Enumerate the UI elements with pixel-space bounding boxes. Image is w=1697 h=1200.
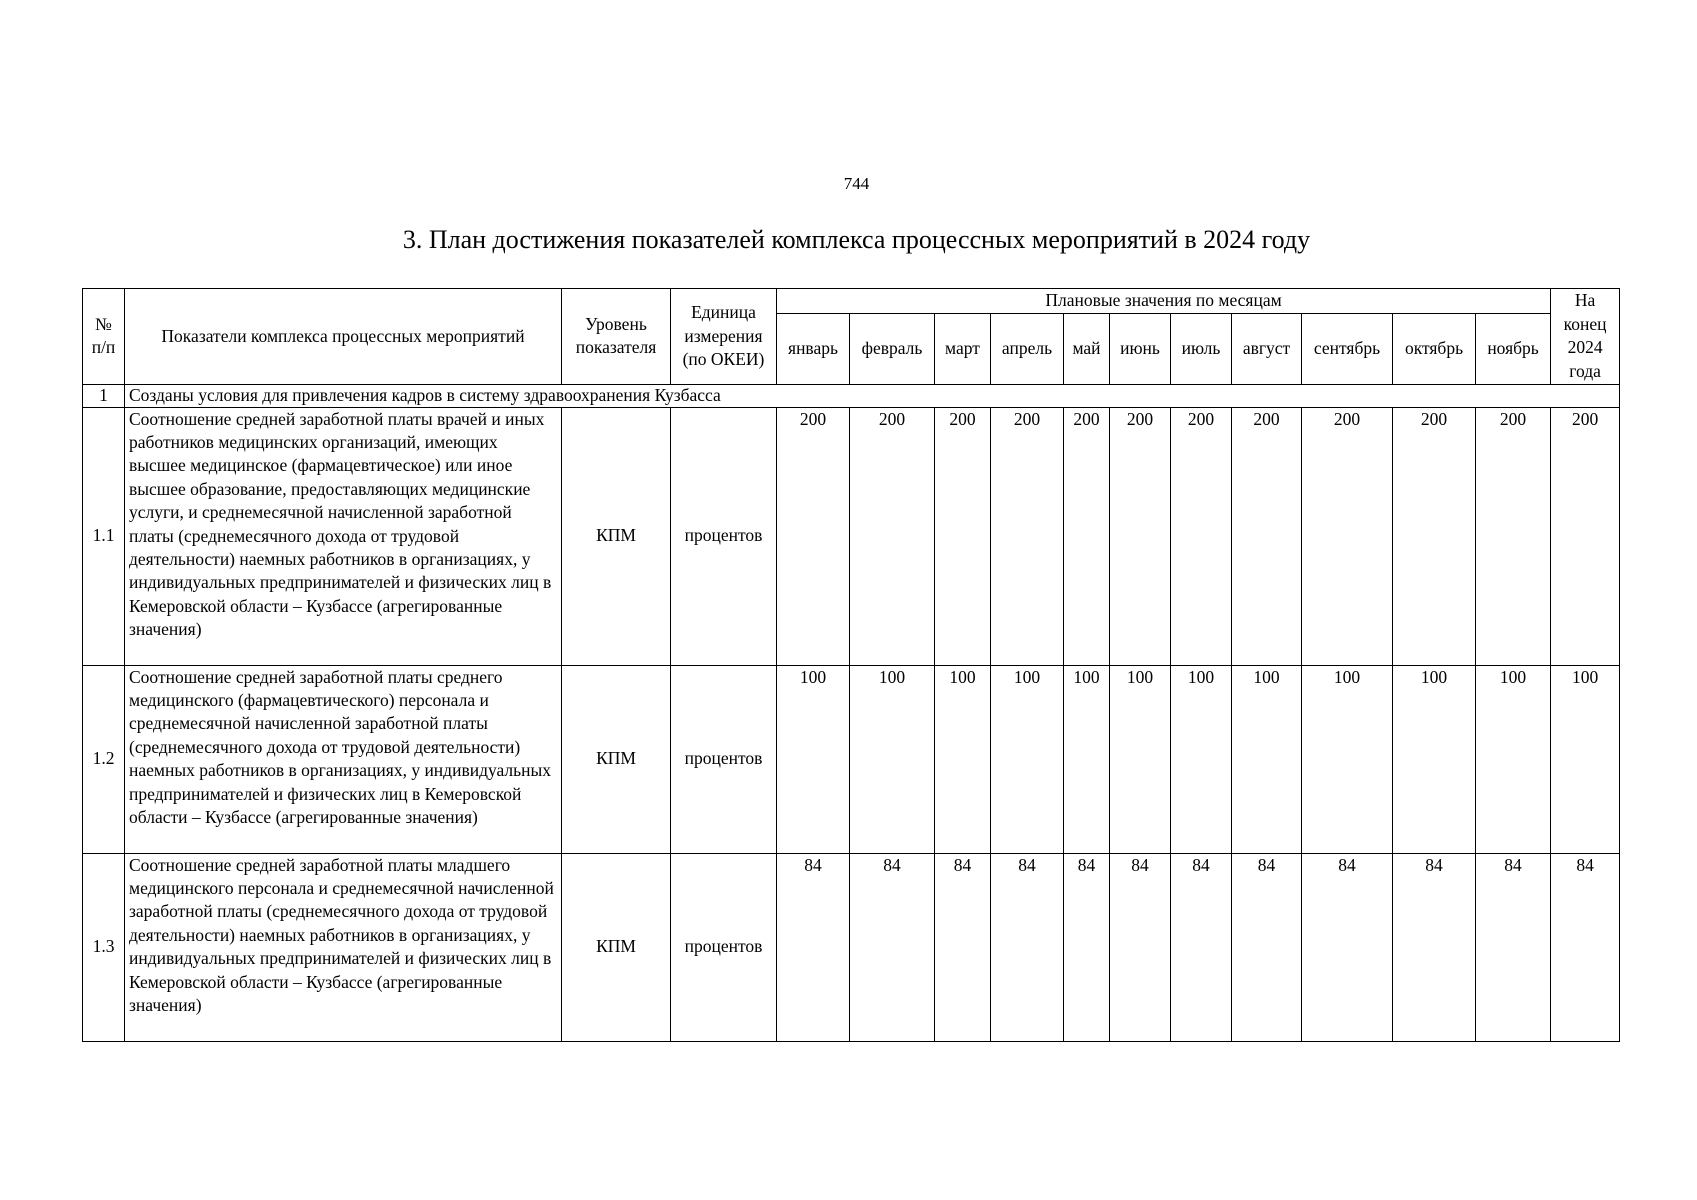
month-value: 200 xyxy=(935,407,991,665)
row-number: 1.2 xyxy=(83,665,125,853)
month-value: 84 xyxy=(850,853,935,1041)
month-value: 84 xyxy=(1110,853,1171,1041)
month-value: 200 xyxy=(1393,407,1476,665)
header-month: сентябрь xyxy=(1302,313,1393,384)
month-value: 200 xyxy=(1232,407,1302,665)
year-end-value: 84 xyxy=(1551,853,1620,1041)
row-number: 1.3 xyxy=(83,853,125,1041)
row-number: 1.1 xyxy=(83,407,125,665)
indicator-name: Соотношение средней заработной платы врачей и иных работников медицинских организаций, имеющих высшее медицинское (фармацевтическое) или иное высшее образование, предоставляющих медицинские услуги, и среднемесячной начисленной заработной платы (среднемесячного дохода от трудовой деятельности) наемных работников в организациях, у индивидуальных предпринимателей и физических лиц в Кемеровской области – Кузбассе (агрегированные значения) xyxy=(125,407,562,665)
header-month: июль xyxy=(1171,313,1232,384)
month-value: 100 xyxy=(1064,665,1110,853)
month-value: 200 xyxy=(1171,407,1232,665)
header-month: август xyxy=(1232,313,1302,384)
header-level: Уровень показателя xyxy=(562,289,671,385)
indicator-name: Соотношение средней заработной платы младшего медицинского персонала и среднемесячной начисленной заработной платы (среднемесячного дохода от трудовой деятельности) наемных работников в организациях, у индивидуальных предпринимателей и физических лиц в Кемеровской области – Кузбассе (агрегированные значения) xyxy=(125,853,562,1041)
month-value: 84 xyxy=(1232,853,1302,1041)
indicators-plan-table xyxy=(82,288,1620,1042)
month-value: 100 xyxy=(1171,665,1232,853)
table-row xyxy=(83,853,1620,1041)
table-row xyxy=(83,665,1620,853)
header-month: ноябрь xyxy=(1476,313,1551,384)
header-month: февраль xyxy=(850,313,935,384)
month-value: 100 xyxy=(1302,665,1393,853)
month-value: 200 xyxy=(1302,407,1393,665)
month-value: 84 xyxy=(1476,853,1551,1041)
header-month: октябрь xyxy=(1393,313,1476,384)
header-num: № п/п xyxy=(83,289,125,385)
header-month: январь xyxy=(777,313,850,384)
month-value: 200 xyxy=(1110,407,1171,665)
month-value: 100 xyxy=(1110,665,1171,853)
month-value: 200 xyxy=(777,407,850,665)
month-value: 100 xyxy=(1393,665,1476,853)
header-planned-values: Плановые значения по месяцам xyxy=(777,289,1551,314)
indicator-unit: процентов xyxy=(671,407,777,665)
section-row xyxy=(83,384,1620,407)
month-value: 200 xyxy=(1064,407,1110,665)
month-value: 84 xyxy=(1171,853,1232,1041)
indicator-unit: процентов xyxy=(671,853,777,1041)
indicator-level: КПМ xyxy=(562,407,671,665)
header-month: март xyxy=(935,313,991,384)
table-header xyxy=(83,289,1620,385)
month-value: 100 xyxy=(850,665,935,853)
month-value: 200 xyxy=(1476,407,1551,665)
month-value: 100 xyxy=(1232,665,1302,853)
month-value: 84 xyxy=(1302,853,1393,1041)
month-value: 100 xyxy=(935,665,991,853)
month-value: 100 xyxy=(1476,665,1551,853)
month-value: 100 xyxy=(777,665,850,853)
table-row xyxy=(83,407,1620,665)
month-value: 84 xyxy=(935,853,991,1041)
header-month: июнь xyxy=(1110,313,1171,384)
month-value: 84 xyxy=(1393,853,1476,1041)
page-number: 744 xyxy=(843,174,870,193)
section-title: Созданы условия для привлечения кадров в систему здравоохранения Кузбасса xyxy=(125,384,1620,407)
month-value: 84 xyxy=(1064,853,1110,1041)
month-value: 200 xyxy=(850,407,935,665)
indicator-level: КПМ xyxy=(562,665,671,853)
header-unit: Единица измерения (по ОКЕИ) xyxy=(671,289,777,385)
month-value: 84 xyxy=(991,853,1064,1041)
year-end-value: 200 xyxy=(1551,407,1620,665)
indicator-level: КПМ xyxy=(562,853,671,1041)
header-indicator: Показатели комплекса процессных мероприятий xyxy=(125,289,562,385)
month-value: 200 xyxy=(991,407,1064,665)
month-value: 84 xyxy=(777,853,850,1041)
header-month: май xyxy=(1064,313,1110,384)
month-value: 100 xyxy=(991,665,1064,853)
document-title: 3. План достижения показателей комплекса процессных мероприятий в 2024 году xyxy=(402,225,1311,254)
header-year-end: На конец 2024 года xyxy=(1551,289,1620,385)
indicator-unit: процентов xyxy=(671,665,777,853)
section-number: 1 xyxy=(83,384,125,407)
year-end-value: 100 xyxy=(1551,665,1620,853)
indicator-name: Соотношение средней заработной платы среднего медицинского (фармацевтического) персонала и среднемесячной начисленной заработной платы (среднемесячного дохода от трудовой деятельности) наемных работников в организациях, у индивидуальных предпринимателей и физических лиц в Кемеровской области – Кузбассе (агрегированные значения) xyxy=(125,665,562,853)
header-month: апрель xyxy=(991,313,1064,384)
